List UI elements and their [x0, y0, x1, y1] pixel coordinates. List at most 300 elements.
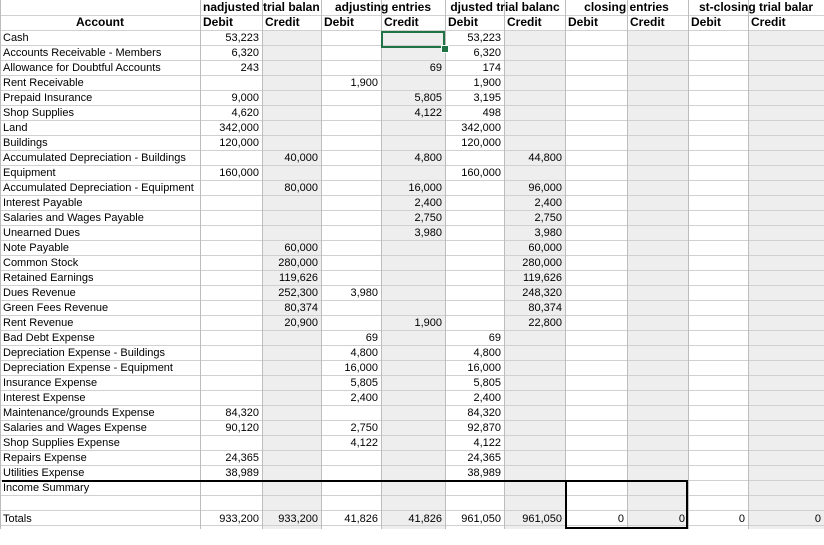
amount-cell[interactable]: [504, 451, 565, 466]
amount-cell[interactable]: [627, 376, 688, 391]
amount-cell[interactable]: 92,870: [467, 422, 501, 434]
amount-cell[interactable]: [627, 391, 688, 406]
amount-cell[interactable]: [627, 256, 688, 271]
totals-amount-cell[interactable]: 0: [738, 513, 745, 525]
amount-cell[interactable]: [688, 181, 748, 196]
amount-cell[interactable]: [748, 91, 824, 106]
amount-cell[interactable]: [627, 91, 688, 106]
account-cell[interactable]: Unearned Dues: [3, 227, 81, 239]
amount-cell[interactable]: [504, 46, 565, 61]
amount-cell[interactable]: 280,000: [278, 257, 318, 269]
amount-cell[interactable]: [688, 436, 748, 451]
amount-cell[interactable]: [321, 241, 381, 256]
account-cell[interactable]: Depreciation Expense - Buildings: [3, 347, 166, 359]
amount-cell[interactable]: 4,800: [414, 152, 442, 164]
amount-cell[interactable]: [321, 316, 381, 331]
amount-cell[interactable]: 4,800: [350, 347, 378, 359]
account-cell[interactable]: Interest Expense: [3, 392, 86, 404]
fill-handle[interactable]: [441, 45, 449, 53]
account-cell[interactable]: Accumulated Depreciation - Equipment: [3, 182, 194, 194]
amount-cell[interactable]: [748, 196, 824, 211]
amount-cell[interactable]: [627, 136, 688, 151]
amount-cell[interactable]: [627, 46, 688, 61]
amount-cell[interactable]: 24,365: [225, 452, 259, 464]
amount-cell[interactable]: [200, 481, 262, 496]
amount-cell[interactable]: [321, 136, 381, 151]
amount-cell[interactable]: [748, 406, 824, 421]
amount-cell[interactable]: [748, 301, 824, 316]
amount-cell[interactable]: [321, 91, 381, 106]
amount-cell[interactable]: [627, 226, 688, 241]
amount-cell[interactable]: [748, 46, 824, 61]
amount-cell[interactable]: 1,900: [473, 77, 501, 89]
account-cell[interactable]: Common Stock: [3, 257, 79, 269]
amount-cell[interactable]: [627, 121, 688, 136]
amount-cell[interactable]: [321, 196, 381, 211]
amount-cell[interactable]: [748, 166, 824, 181]
amount-cell[interactable]: 5,805: [473, 377, 501, 389]
amount-cell[interactable]: [565, 421, 627, 436]
amount-cell[interactable]: [565, 286, 627, 301]
totals-amount-cell[interactable]: 41,826: [408, 513, 442, 525]
amount-cell[interactable]: [627, 316, 688, 331]
amount-cell[interactable]: 342,000: [219, 122, 259, 134]
amount-cell[interactable]: [381, 391, 445, 406]
amount-cell[interactable]: [200, 391, 262, 406]
amount-cell[interactable]: [200, 181, 262, 196]
account-cell[interactable]: Salaries and Wages Payable: [3, 212, 144, 224]
amount-cell[interactable]: [565, 391, 627, 406]
totals-amount-cell[interactable]: 933,200: [219, 513, 259, 525]
account-cell[interactable]: Insurance Expense: [3, 377, 98, 389]
amount-cell[interactable]: [748, 241, 824, 256]
amount-cell[interactable]: [748, 316, 824, 331]
amount-cell[interactable]: [381, 271, 445, 286]
account-cell[interactable]: Dues Revenue: [3, 287, 76, 299]
amount-cell[interactable]: [381, 346, 445, 361]
amount-cell[interactable]: 2,400: [414, 197, 442, 209]
amount-cell[interactable]: [200, 376, 262, 391]
amount-cell[interactable]: [627, 406, 688, 421]
amount-cell[interactable]: 69: [429, 62, 442, 74]
amount-cell[interactable]: [504, 166, 565, 181]
amount-cell[interactable]: [504, 481, 565, 496]
amount-cell[interactable]: [321, 301, 381, 316]
amount-cell[interactable]: 69: [365, 332, 378, 344]
amount-cell[interactable]: [565, 346, 627, 361]
amount-cell[interactable]: [504, 106, 565, 121]
amount-cell[interactable]: [748, 271, 824, 286]
amount-cell[interactable]: 342,000: [461, 122, 501, 134]
amount-cell[interactable]: [381, 331, 445, 346]
amount-cell[interactable]: [321, 481, 381, 496]
amount-cell[interactable]: [200, 226, 262, 241]
account-cell[interactable]: Salaries and Wages Expense: [3, 422, 147, 434]
amount-cell[interactable]: 84,320: [225, 407, 259, 419]
account-cell[interactable]: Prepaid Insurance: [3, 92, 93, 104]
amount-cell[interactable]: [748, 331, 824, 346]
amount-cell[interactable]: [262, 166, 321, 181]
amount-cell[interactable]: 20,900: [284, 317, 318, 329]
amount-cell[interactable]: [445, 301, 504, 316]
amount-cell[interactable]: [262, 106, 321, 121]
amount-cell[interactable]: 22,800: [528, 317, 562, 329]
amount-cell[interactable]: 80,000: [284, 182, 318, 194]
amount-cell[interactable]: 174: [482, 62, 501, 74]
amount-cell[interactable]: [504, 121, 565, 136]
amount-cell[interactable]: 4,122: [473, 437, 501, 449]
amount-cell[interactable]: [262, 466, 321, 481]
amount-cell[interactable]: [627, 436, 688, 451]
amount-cell[interactable]: [748, 346, 824, 361]
amount-cell[interactable]: [565, 46, 627, 61]
amount-cell[interactable]: 38,989: [225, 467, 259, 479]
account-cell[interactable]: Land: [3, 122, 28, 134]
amount-cell[interactable]: 6,320: [231, 47, 259, 59]
amount-cell[interactable]: [381, 46, 445, 61]
amount-cell[interactable]: [262, 361, 321, 376]
amount-cell[interactable]: [565, 256, 627, 271]
amount-cell[interactable]: [262, 451, 321, 466]
amount-cell[interactable]: 80,374: [528, 302, 562, 314]
amount-cell[interactable]: [627, 466, 688, 481]
amount-cell[interactable]: [321, 61, 381, 76]
amount-cell[interactable]: [445, 481, 504, 496]
amount-cell[interactable]: 60,000: [284, 242, 318, 254]
account-cell[interactable]: Note Payable: [3, 242, 70, 254]
amount-cell[interactable]: [321, 31, 381, 46]
amount-cell[interactable]: [504, 76, 565, 91]
account-cell[interactable]: Rent Receivable: [3, 77, 84, 89]
amount-cell[interactable]: [504, 376, 565, 391]
amount-cell[interactable]: [445, 256, 504, 271]
amount-cell[interactable]: 2,400: [534, 197, 562, 209]
amount-cell[interactable]: 243: [240, 62, 259, 74]
amount-cell[interactable]: [381, 286, 445, 301]
amount-cell[interactable]: 3,195: [473, 92, 501, 104]
amount-cell[interactable]: [321, 121, 381, 136]
amount-cell[interactable]: 96,000: [528, 182, 562, 194]
amount-cell[interactable]: [262, 391, 321, 406]
amount-cell[interactable]: [262, 46, 321, 61]
amount-cell[interactable]: [321, 211, 381, 226]
amount-cell[interactable]: [627, 76, 688, 91]
amount-cell[interactable]: [504, 346, 565, 361]
amount-cell[interactable]: [688, 391, 748, 406]
account-cell[interactable]: Depreciation Expense - Equipment: [3, 362, 173, 374]
amount-cell[interactable]: [504, 361, 565, 376]
amount-cell[interactable]: [262, 331, 321, 346]
amount-cell[interactable]: [200, 436, 262, 451]
amount-cell[interactable]: [688, 316, 748, 331]
amount-cell[interactable]: [262, 136, 321, 151]
account-cell[interactable]: Accumulated Depreciation - Buildings: [3, 152, 186, 164]
account-cell[interactable]: Income Summary: [3, 482, 90, 494]
amount-cell[interactable]: [565, 301, 627, 316]
amount-cell[interactable]: [504, 331, 565, 346]
amount-cell[interactable]: [262, 121, 321, 136]
amount-cell[interactable]: [321, 466, 381, 481]
amount-cell[interactable]: [381, 301, 445, 316]
amount-cell[interactable]: [565, 271, 627, 286]
amount-cell[interactable]: 38,989: [467, 467, 501, 479]
amount-cell[interactable]: [748, 436, 824, 451]
amount-cell[interactable]: [748, 391, 824, 406]
amount-cell[interactable]: [748, 466, 824, 481]
amount-cell[interactable]: [748, 376, 824, 391]
amount-cell[interactable]: 4,620: [231, 107, 259, 119]
amount-cell[interactable]: [321, 271, 381, 286]
amount-cell[interactable]: [504, 31, 565, 46]
amount-cell[interactable]: [627, 271, 688, 286]
amount-cell[interactable]: [504, 61, 565, 76]
amount-cell[interactable]: 69: [488, 332, 501, 344]
amount-cell[interactable]: [262, 421, 321, 436]
amount-cell[interactable]: 498: [482, 107, 501, 119]
amount-cell[interactable]: 280,000: [522, 257, 562, 269]
amount-cell[interactable]: [627, 166, 688, 181]
amount-cell[interactable]: [748, 61, 824, 76]
amount-cell[interactable]: [565, 121, 627, 136]
amount-cell[interactable]: 53,223: [225, 32, 259, 44]
amount-cell[interactable]: 9,000: [231, 92, 259, 104]
account-cell[interactable]: Shop Supplies: [3, 107, 74, 119]
amount-cell[interactable]: [321, 256, 381, 271]
amount-cell[interactable]: 252,300: [278, 287, 318, 299]
amount-cell[interactable]: [748, 106, 824, 121]
amount-cell[interactable]: [627, 421, 688, 436]
amount-cell[interactable]: 119,626: [279, 272, 318, 284]
amount-cell[interactable]: [565, 211, 627, 226]
amount-cell[interactable]: [381, 466, 445, 481]
amount-cell[interactable]: [445, 151, 504, 166]
amount-cell[interactable]: [445, 211, 504, 226]
amount-cell[interactable]: [748, 421, 824, 436]
amount-cell[interactable]: [262, 91, 321, 106]
amount-cell[interactable]: [200, 331, 262, 346]
amount-cell[interactable]: [445, 181, 504, 196]
amount-cell[interactable]: [748, 451, 824, 466]
amount-cell[interactable]: 5,805: [414, 92, 442, 104]
amount-cell[interactable]: [565, 136, 627, 151]
amount-cell[interactable]: [748, 286, 824, 301]
amount-cell[interactable]: [627, 196, 688, 211]
amount-cell[interactable]: [688, 151, 748, 166]
amount-cell[interactable]: [321, 226, 381, 241]
account-cell[interactable]: Shop Supplies Expense: [3, 437, 120, 449]
account-cell[interactable]: Buildings: [3, 137, 48, 149]
amount-cell[interactable]: [627, 61, 688, 76]
amount-cell[interactable]: [627, 241, 688, 256]
amount-cell[interactable]: [200, 241, 262, 256]
amount-cell[interactable]: [321, 46, 381, 61]
amount-cell[interactable]: [627, 211, 688, 226]
account-cell[interactable]: Cash: [3, 32, 29, 44]
amount-cell[interactable]: [445, 226, 504, 241]
amount-cell[interactable]: [565, 76, 627, 91]
amount-cell[interactable]: [565, 451, 627, 466]
selected-cell[interactable]: [381, 31, 445, 48]
amount-cell[interactable]: [381, 376, 445, 391]
amount-cell[interactable]: [381, 241, 445, 256]
amount-cell[interactable]: [565, 31, 627, 46]
amount-cell[interactable]: [200, 196, 262, 211]
amount-cell[interactable]: [688, 421, 748, 436]
amount-cell[interactable]: [321, 151, 381, 166]
amount-cell[interactable]: [381, 166, 445, 181]
amount-cell[interactable]: [688, 346, 748, 361]
amount-cell[interactable]: [565, 406, 627, 421]
amount-cell[interactable]: [627, 286, 688, 301]
amount-cell[interactable]: 16,000: [467, 362, 501, 374]
amount-cell[interactable]: [200, 316, 262, 331]
totals-amount-cell[interactable]: 933,200: [278, 513, 318, 525]
amount-cell[interactable]: [262, 376, 321, 391]
amount-cell[interactable]: [627, 361, 688, 376]
amount-cell[interactable]: [688, 136, 748, 151]
amount-cell[interactable]: 2,400: [350, 392, 378, 404]
amount-cell[interactable]: [565, 241, 627, 256]
amount-cell[interactable]: [627, 106, 688, 121]
amount-cell[interactable]: [688, 301, 748, 316]
amount-cell[interactable]: [627, 31, 688, 46]
amount-cell[interactable]: [748, 256, 824, 271]
amount-cell[interactable]: 2,400: [473, 392, 501, 404]
amount-cell[interactable]: [627, 346, 688, 361]
totals-amount-cell[interactable]: 0: [678, 513, 685, 525]
amount-cell[interactable]: [688, 196, 748, 211]
amount-cell[interactable]: [262, 76, 321, 91]
amount-cell[interactable]: [504, 436, 565, 451]
amount-cell[interactable]: [381, 481, 445, 496]
account-cell[interactable]: Green Fees Revenue: [3, 302, 109, 314]
amount-cell[interactable]: 120,000: [461, 137, 501, 149]
amount-cell[interactable]: [381, 121, 445, 136]
amount-cell[interactable]: [627, 181, 688, 196]
amount-cell[interactable]: [262, 226, 321, 241]
amount-cell[interactable]: [565, 436, 627, 451]
amount-cell[interactable]: [688, 466, 748, 481]
amount-cell[interactable]: [748, 136, 824, 151]
totals-amount-cell[interactable]: 0: [814, 513, 821, 525]
amount-cell[interactable]: [688, 76, 748, 91]
account-cell[interactable]: Bad Debt Expense: [3, 332, 95, 344]
amount-cell[interactable]: [200, 151, 262, 166]
amount-cell[interactable]: 4,800: [473, 347, 501, 359]
amount-cell[interactable]: [381, 136, 445, 151]
amount-cell[interactable]: [262, 346, 321, 361]
amount-cell[interactable]: [748, 226, 824, 241]
amount-cell[interactable]: 248,320: [522, 287, 562, 299]
amount-cell[interactable]: [262, 406, 321, 421]
amount-cell[interactable]: 120,000: [219, 137, 259, 149]
amount-cell[interactable]: [200, 301, 262, 316]
amount-cell[interactable]: [262, 211, 321, 226]
amount-cell[interactable]: 4,122: [414, 107, 442, 119]
amount-cell[interactable]: [381, 451, 445, 466]
amount-cell[interactable]: [627, 451, 688, 466]
amount-cell[interactable]: [504, 466, 565, 481]
amount-cell[interactable]: 80,374: [284, 302, 318, 314]
amount-cell[interactable]: [200, 346, 262, 361]
amount-cell[interactable]: 90,120: [225, 422, 259, 434]
amount-cell[interactable]: [321, 166, 381, 181]
totals-amount-cell[interactable]: 961,050: [522, 513, 562, 525]
amount-cell[interactable]: [381, 406, 445, 421]
amount-cell[interactable]: [688, 46, 748, 61]
amount-cell[interactable]: [321, 406, 381, 421]
amount-cell[interactable]: [200, 76, 262, 91]
amount-cell[interactable]: [262, 31, 321, 46]
amount-cell[interactable]: [627, 151, 688, 166]
amount-cell[interactable]: 3,980: [534, 227, 562, 239]
amount-cell[interactable]: 16,000: [408, 182, 442, 194]
account-cell[interactable]: Repairs Expense: [3, 452, 87, 464]
amount-cell[interactable]: 53,223: [467, 32, 501, 44]
totals-label-cell[interactable]: Totals: [3, 513, 32, 525]
amount-cell[interactable]: [748, 211, 824, 226]
amount-cell[interactable]: [748, 121, 824, 136]
amount-cell[interactable]: 2,750: [534, 212, 562, 224]
amount-cell[interactable]: [200, 211, 262, 226]
amount-cell[interactable]: 160,000: [461, 167, 501, 179]
amount-cell[interactable]: 6,320: [473, 47, 501, 59]
amount-cell[interactable]: [688, 166, 748, 181]
amount-cell[interactable]: [321, 451, 381, 466]
amount-cell[interactable]: [688, 376, 748, 391]
amount-cell[interactable]: [565, 166, 627, 181]
amount-cell[interactable]: [688, 241, 748, 256]
amount-cell[interactable]: [445, 286, 504, 301]
account-cell[interactable]: Accounts Receivable - Members: [3, 47, 162, 59]
totals-amount-cell[interactable]: 961,050: [461, 513, 501, 525]
account-cell[interactable]: Retained Earnings: [3, 272, 94, 284]
amount-cell[interactable]: [445, 196, 504, 211]
amount-cell[interactable]: [565, 196, 627, 211]
amount-cell[interactable]: 24,365: [467, 452, 501, 464]
amount-cell[interactable]: [445, 316, 504, 331]
amount-cell[interactable]: 1,900: [350, 77, 378, 89]
amount-cell[interactable]: [565, 331, 627, 346]
amount-cell[interactable]: [748, 361, 824, 376]
amount-cell[interactable]: [688, 121, 748, 136]
amount-cell[interactable]: [748, 31, 824, 46]
amount-cell[interactable]: [748, 151, 824, 166]
amount-cell[interactable]: 16,000: [344, 362, 378, 374]
amount-cell[interactable]: 119,626: [523, 272, 562, 284]
amount-cell[interactable]: [565, 106, 627, 121]
amount-cell[interactable]: 40,000: [284, 152, 318, 164]
amount-cell[interactable]: [381, 256, 445, 271]
account-cell[interactable]: Allowance for Doubtful Accounts: [3, 62, 161, 74]
amount-cell[interactable]: [565, 91, 627, 106]
amount-cell[interactable]: 2,750: [414, 212, 442, 224]
account-cell[interactable]: Interest Payable: [3, 197, 83, 209]
amount-cell[interactable]: [565, 466, 627, 481]
amount-cell[interactable]: [504, 136, 565, 151]
amount-cell[interactable]: [381, 421, 445, 436]
amount-cell[interactable]: [381, 361, 445, 376]
amount-cell[interactable]: [748, 76, 824, 91]
amount-cell[interactable]: [688, 226, 748, 241]
amount-cell[interactable]: [688, 256, 748, 271]
amount-cell[interactable]: [565, 226, 627, 241]
amount-cell[interactable]: [262, 196, 321, 211]
amount-cell[interactable]: [262, 436, 321, 451]
amount-cell[interactable]: [381, 76, 445, 91]
amount-cell[interactable]: [445, 271, 504, 286]
amount-cell[interactable]: [565, 151, 627, 166]
